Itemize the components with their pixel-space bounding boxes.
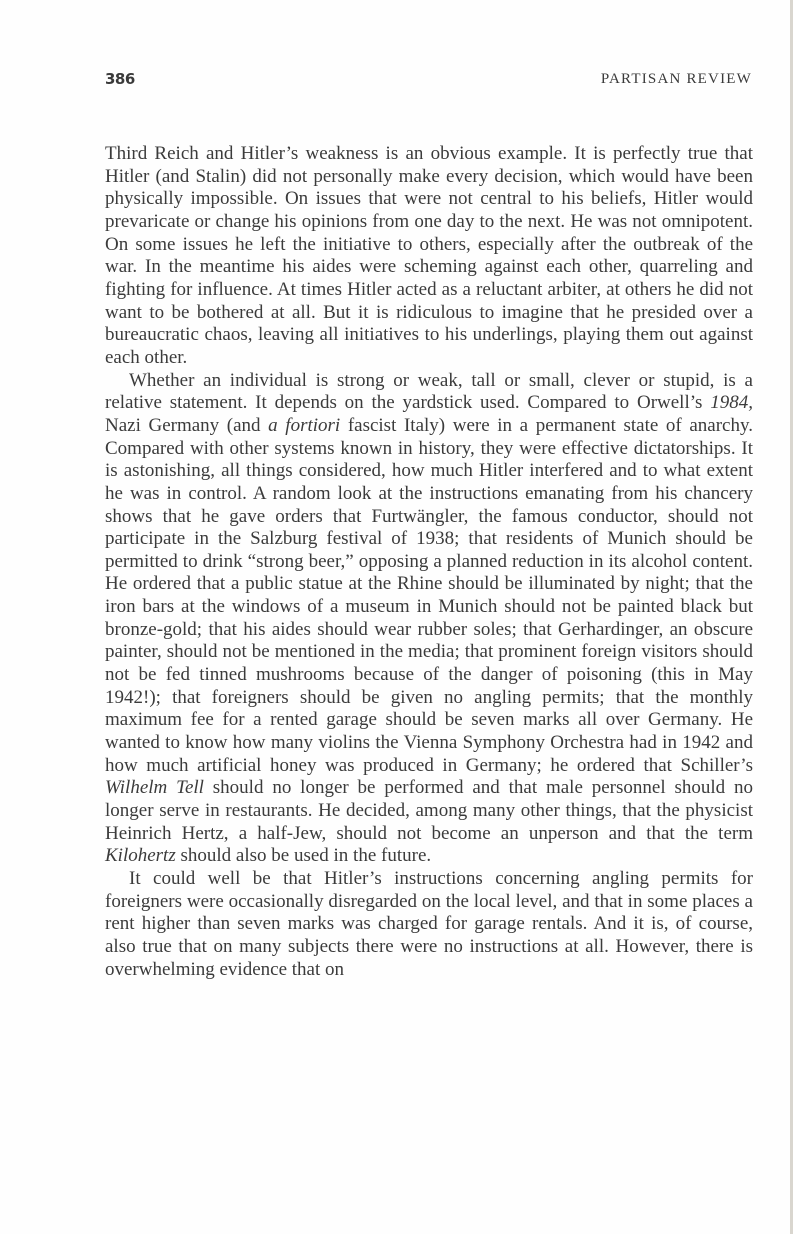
paragraph	[105, 868, 753, 981]
paragraph-text: should also be used in the future.	[175, 845, 432, 867]
journal-title: PARTISAN REVIEW	[600, 71, 752, 87]
body-text	[105, 143, 753, 981]
paragraph-text: Third Reich and Hitler’s weakness is an obvious example. It is perfectly true that Hitler (and Stalin) did not personally make every decision, which would have been physically impossible. On issues that were not central to his beliefs, Hitler would prevaricate or change his opinions from one day to the next. He was not omnipotent. On some issues he left the initiative to others, especially after the outbreak of the war. In the meantime his aides were scheming against each other, quarreling and fighting for influence. At times Hitler acted as a reluctant arbiter, at others he did not want to be bothered at all. But it is ridiculous to imagine that he presided over a bureaucratic chaos, leaving all initiatives to his underlings, playing them out against each other.	[105, 143, 753, 368]
paragraph-text: should no longer be performed and that male personnel should no longer serve in restaurants. He decided, among many other things, that the physicist Heinrich Hertz, a half-Jew, should not become an unperson and that the term	[105, 777, 753, 844]
italic-text: Wilhelm Tell	[105, 777, 204, 799]
paragraph-text: fascist Italy) were in a permanent state of anarchy. Compared with other systems known in history, they were effective dictatorships. It is astonishing, all things considered, how much Hitler interfered and to what extent he was in control. A random look at the instructions emanating from his chancery shows that he gave orders that Furtwängler, the famous conductor, should not participate in the Salzburg festival of 1938; that residents of Munich should be permitted to drink “strong beer,” opposing a planned reduction in its alcohol content. He ordered that a public statue at the Rhine should be illuminated by night; that the iron bars at the windows of a museum in Munich should not be painted black but bronze-gold; that his aides should wear rubber soles; that Gerhardinger, an obscure painter, should not be mentioned in the media; that prominent foreign visitors should not be fed tinned mushrooms because of the danger of poisoning (this in May 1942!); that foreigners should be given no angling permits; that the monthly maximum fee for a rented garage should be seven marks all over Germany. He wanted to know how many violins the Vienna Symphony Orchestra had in 1942 and how much artificial honey was produced in Germany; he ordered that Schiller’s	[105, 414, 754, 776]
paragraph-text: It could well be that Hitler’s instructions concerning angling permits for foreigners were occasionally disregarded on the local level, and that in some places a rent higher than seven marks was charged for garage rentals. And it is, of course, also true that on many subjects there were no instructions at all. However, there is overwhelming evidence that on	[105, 868, 753, 980]
page-number: 386	[105, 70, 135, 88]
paragraph-text: Whether an individual is strong or weak, tall or small, clever or stupid, is a relative statement. It depends on the yardstick used. Compared to Orwell’s	[105, 369, 753, 414]
italic-text: a fortiori	[268, 414, 341, 436]
italic-text: 1984,	[710, 392, 753, 414]
paragraph	[105, 370, 753, 868]
paragraph	[105, 143, 753, 370]
running-head	[105, 70, 752, 94]
paragraph-text: Nazi Germany (and	[105, 414, 269, 436]
italic-text: Kilohertz	[105, 845, 176, 867]
